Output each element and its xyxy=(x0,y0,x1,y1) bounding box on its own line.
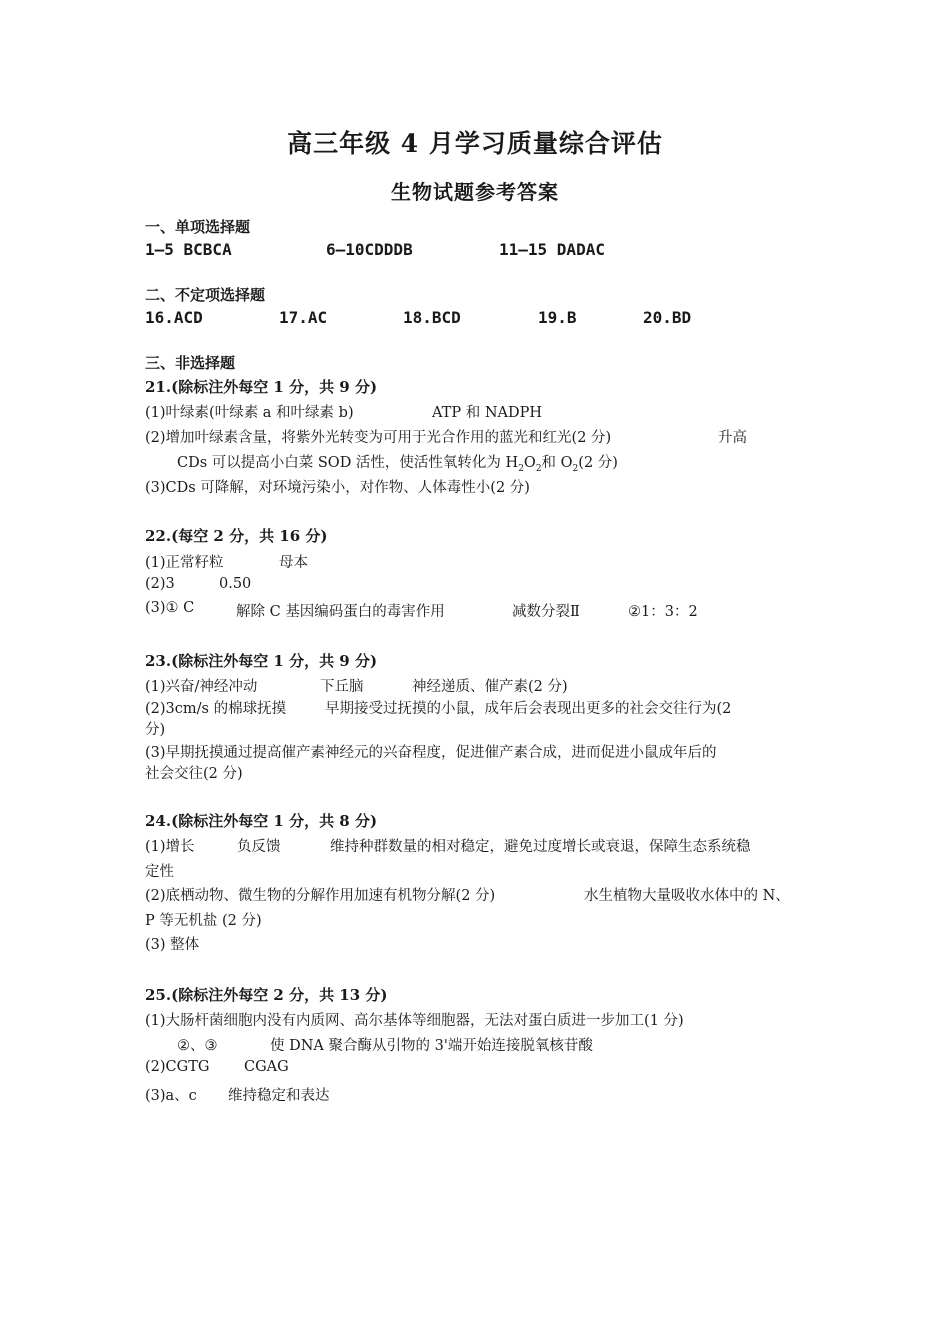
q21-line-1-part-a: (1)叶绿素(叶绿素 a 和叶绿素 b) xyxy=(145,405,354,421)
answer-17: 17.AC xyxy=(279,308,328,327)
q24-line-2-part-a: (2)底栖动物、微生物的分解作用加速有机物分解(2 分) xyxy=(145,888,496,904)
document-subtitle: 生物试题参考答案 xyxy=(391,180,559,204)
q21-answer-line-2 xyxy=(145,426,747,447)
q23-answer-line-1 xyxy=(145,675,568,696)
answer-20: 20.BD xyxy=(643,308,692,327)
q21-line-3-text: 和 O xyxy=(541,455,573,471)
q21-line-2-part-b: 升高 xyxy=(718,430,747,446)
q23-answer-line-2-cont: 分) xyxy=(145,722,166,738)
answer-18: 18.BCD xyxy=(403,308,461,327)
q21-line-3-text: (2 分) xyxy=(578,455,618,471)
q23-line-2-part-b: 早期接受过抚摸的小鼠，成年后会表现出更多的社会交往行为(2 xyxy=(325,701,732,717)
q24-answer-line-2 xyxy=(145,884,790,905)
answer-group-11-15: 11—15 DADAC xyxy=(499,240,605,259)
answer-19: 19.B xyxy=(538,308,577,327)
subscript: 2 xyxy=(535,463,542,474)
q21-answer-line-1 xyxy=(145,401,543,422)
section-heading-multiple-choice: 二、不定项选择题 xyxy=(145,286,266,304)
q23-line-2-part-a: (2)3cm/s 的棉球抚摸 xyxy=(145,701,287,717)
q24-answer-line-1-cont: 定性 xyxy=(145,864,174,880)
q23-answer-line-3: (3)早期抚摸通过提高催产素神经元的兴奋程度，促进催产素合成，进而促进小鼠成年后的 xyxy=(145,745,717,761)
q25-line-2-part-a: ②、③ xyxy=(177,1038,218,1054)
subscript: 2 xyxy=(572,463,579,474)
section-heading-single-choice: 一、单项选择题 xyxy=(145,218,251,236)
q22-line-3-part-d: ②1：3：2 xyxy=(628,604,698,620)
question-22-header: 22.(每空 2 分，共 16 分) xyxy=(145,527,328,545)
q25-line-3-part-b: CGAG xyxy=(244,1059,289,1075)
q25-line-3-part-a: (2)CGTG xyxy=(145,1059,210,1075)
q25-line-2-part-b: 使 DNA 聚合酶从引物的 3'端开始连接脱氧核苷酸 xyxy=(270,1038,593,1054)
q21-line-3-text: CDs 可以提高小白菜 SOD 活性，使活性氧转化为 H xyxy=(177,455,519,471)
q21-line-2-part-a: (2)增加叶绿素含量，将紫外光转变为可用于光合作用的蓝光和红光(2 分) xyxy=(145,430,612,446)
q21-answer-line-3 xyxy=(177,451,618,474)
q22-answer-line-3 xyxy=(145,600,698,620)
q21-answer-line-4: (3)CDs 可降解，对环境污染小，对作物、人体毒性小(2 分) xyxy=(145,480,530,496)
q24-answer-line-2-cont: P 等无机盐 (2 分) xyxy=(145,913,262,929)
answer-group-6-10: 6—10CDDDB xyxy=(326,240,413,259)
q25-answer-line-1: (1)大肠杆菌细胞内没有内质网、高尔基体等细胞器，无法对蛋白质进一步加工(1 分) xyxy=(145,1013,684,1029)
answer-group-1-5: 1—5 BCBCA xyxy=(145,240,232,259)
q24-line-1-part-b: 负反馈 xyxy=(237,839,281,855)
q22-line-3-part-a: (3)① C xyxy=(145,600,195,616)
question-21-header: 21.(除标注外每空 1 分，共 9 分) xyxy=(145,378,378,396)
q23-line-1-part-a: (1)兴奋/神经冲动 xyxy=(145,679,258,695)
q23-line-1-part-b: 下丘脑 xyxy=(320,679,364,695)
section-heading-non-choice: 三、非选择题 xyxy=(145,354,236,372)
q24-line-1-part-a: (1)增长 xyxy=(145,839,195,855)
q22-answer-line-2 xyxy=(145,576,252,592)
q24-line-2-part-b: 水生植物大量吸收水体中的 N、 xyxy=(584,888,790,904)
q22-line-2-part-a: (2)3 xyxy=(145,576,175,592)
q22-line-2-part-b: 0.50 xyxy=(219,576,252,592)
q25-line-4-part-a: (3)a、c xyxy=(145,1088,197,1104)
q25-answer-line-4 xyxy=(145,1084,330,1105)
q24-line-1-part-c: 维持种群数量的相对稳定，避免过度增长或衰退，保障生态系统稳 xyxy=(330,839,751,855)
question-24-header: 24.(除标注外每空 1 分，共 8 分) xyxy=(145,812,378,830)
question-25-header: 25.(除标注外每空 2 分，共 13 分) xyxy=(145,986,388,1004)
q25-answer-line-3 xyxy=(145,1059,289,1075)
q22-line-1-part-b: 母本 xyxy=(279,555,308,571)
answer-16: 16.ACD xyxy=(145,308,203,327)
q23-answer-line-3-cont: 社会交往(2 分) xyxy=(145,766,243,782)
q22-line-3-part-b: 解除 C 基因编码蛋白的毒害作用 xyxy=(236,604,445,620)
q25-answer-line-2 xyxy=(177,1034,593,1055)
q21-line-1-part-b: ATP 和 NADPH xyxy=(432,405,543,421)
q21-line-3-text: O xyxy=(523,455,536,471)
q24-answer-line-1 xyxy=(145,835,751,856)
q22-line-1-part-a: (1)正常籽粒 xyxy=(145,555,224,571)
q23-answer-line-2 xyxy=(145,697,732,718)
question-23-header: 23.(除标注外每空 1 分，共 9 分) xyxy=(145,652,378,670)
subscript: 2 xyxy=(518,463,524,474)
q22-line-3-part-c: 减数分裂Ⅱ xyxy=(512,604,580,620)
q22-answer-line-1 xyxy=(145,551,308,572)
q23-line-1-part-c: 神经递质、催产素(2 分) xyxy=(412,679,568,695)
q24-answer-line-3: (3) 整体 xyxy=(145,937,200,953)
document-title: 高三年级 4 月学习质量综合评估 xyxy=(287,129,663,158)
q25-line-4-part-b: 维持稳定和表达 xyxy=(228,1088,330,1104)
